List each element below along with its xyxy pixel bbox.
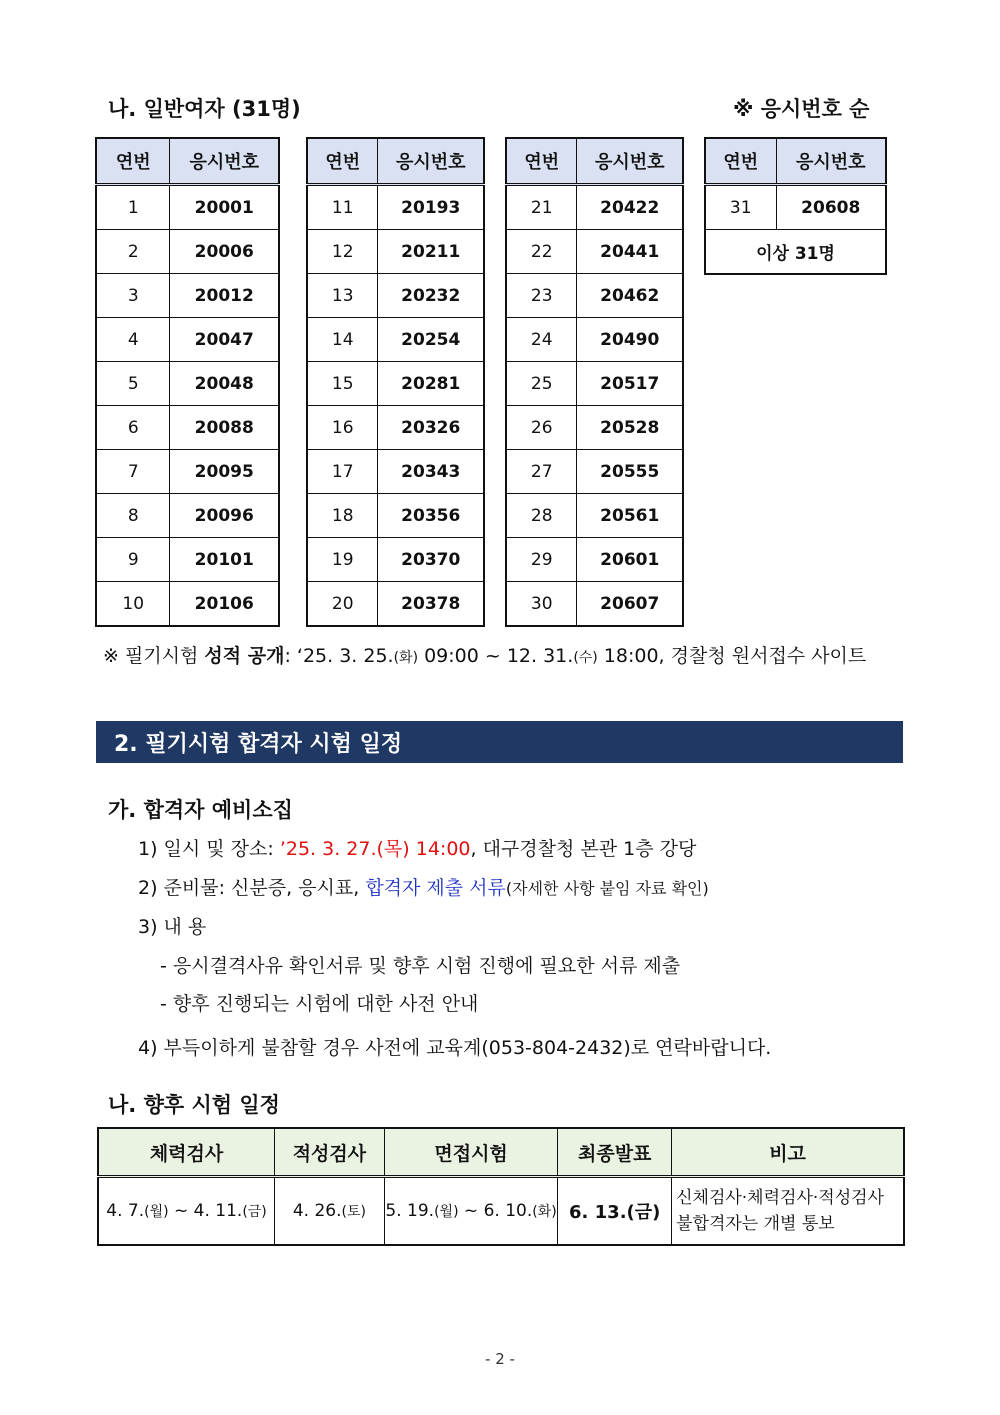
index-cell: 18: [307, 494, 378, 538]
candidate-table-1: [95, 137, 280, 627]
header-aptitude: 적성검사: [275, 1128, 385, 1177]
table-row: [96, 318, 279, 362]
candidate-number-cell: 20555: [577, 450, 683, 494]
candidate-number-cell: 20096: [170, 494, 279, 538]
table-row: [506, 538, 683, 582]
candidate-number-cell: 20254: [378, 318, 484, 362]
candidate-number-cell: 20608: [776, 185, 886, 230]
assembly-item-contents: 3) 내 용: [138, 916, 207, 938]
header-interview: 면접시험: [384, 1128, 558, 1177]
table-row: [307, 274, 484, 318]
interview-dates: 5. 19.(월) ~ 6. 10.(화): [384, 1177, 558, 1246]
table-row: [506, 406, 683, 450]
candidate-number-cell: 20517: [577, 362, 683, 406]
table-row: [96, 185, 279, 230]
candidate-number-cell: 20001: [170, 185, 279, 230]
order-note: ※ 응시번호 순: [733, 97, 870, 121]
index-cell: 29: [506, 538, 577, 582]
total-row: [705, 230, 886, 275]
candidate-number-cell: 20088: [170, 406, 279, 450]
index-cell: 30: [506, 582, 577, 627]
table-row: [506, 230, 683, 274]
assembly-item-supplies: 2) 준비물: 신분증, 응시표, 합격자 제출 서류(자세한 사항 붙임 자료 확인): [138, 877, 709, 899]
index-cell: 23: [506, 274, 577, 318]
table-row: [307, 582, 484, 627]
index-cell: 2: [96, 230, 170, 274]
index-cell: 19: [307, 538, 378, 582]
candidate-number-cell: 20106: [170, 582, 279, 627]
table-row: [96, 494, 279, 538]
index-cell: 15: [307, 362, 378, 406]
index-cell: 3: [96, 274, 170, 318]
candidate-number-cell: 20047: [170, 318, 279, 362]
index-cell: 5: [96, 362, 170, 406]
index-cell: 10: [96, 582, 170, 627]
index-cell: 20: [307, 582, 378, 627]
col-header-number: 응시번호: [776, 138, 886, 185]
table-row: [96, 362, 279, 406]
table-row: [98, 1177, 904, 1246]
index-cell: 27: [506, 450, 577, 494]
col-header-index: 연번: [307, 138, 378, 185]
candidate-number-cell: 20095: [170, 450, 279, 494]
page-number: - 2 -: [485, 1350, 515, 1368]
table-row: [96, 582, 279, 627]
index-cell: 11: [307, 185, 378, 230]
physical-dates: 4. 7.(월) ~ 4. 11.(금): [98, 1177, 275, 1246]
header-remark: 비고: [672, 1128, 904, 1177]
index-cell: 14: [307, 318, 378, 362]
table-row: [96, 406, 279, 450]
header-final: 최종발표: [558, 1128, 672, 1177]
col-header-number: 응시번호: [170, 138, 279, 185]
section-banner: [96, 721, 903, 763]
table-row: [307, 538, 484, 582]
candidate-number-cell: 20490: [577, 318, 683, 362]
index-cell: 8: [96, 494, 170, 538]
candidate-table-3: [505, 137, 684, 627]
table-row: [307, 494, 484, 538]
candidate-number-cell: 20232: [378, 274, 484, 318]
index-cell: 6: [96, 406, 170, 450]
table-row: [307, 450, 484, 494]
score-release-note: ※ 필기시험 성적 공개: ‘25. 3. 25.(화) 09:00 ~ 12. 31.(수) 18:00, 경찰청 원서접수 사이트: [103, 645, 867, 667]
candidate-number-cell: 20607: [577, 582, 683, 627]
final-date: 6. 13.(금): [558, 1177, 672, 1246]
candidate-number-cell: 20356: [378, 494, 484, 538]
index-cell: 9: [96, 538, 170, 582]
index-cell: 28: [506, 494, 577, 538]
table-row: [307, 230, 484, 274]
candidate-table-4: [704, 137, 887, 275]
candidate-number-cell: 20462: [577, 274, 683, 318]
candidate-number-cell: 20211: [378, 230, 484, 274]
table-row: [307, 362, 484, 406]
index-cell: 13: [307, 274, 378, 318]
index-cell: 22: [506, 230, 577, 274]
table-row: [506, 274, 683, 318]
table-row: [96, 230, 279, 274]
index-cell: 16: [307, 406, 378, 450]
table-row: [506, 494, 683, 538]
header-physical: 체력검사: [98, 1128, 275, 1177]
candidate-number-cell: 20193: [378, 185, 484, 230]
candidate-number-cell: 20378: [378, 582, 484, 627]
candidate-number-cell: 20006: [170, 230, 279, 274]
col-header-index: 연번: [96, 138, 170, 185]
section-heading-schedule: 나. 향후 시험 일정: [108, 1093, 280, 1117]
table-row: [705, 185, 886, 230]
assembly-subitem-1: - 응시결격사유 확인서류 및 향후 시험 진행에 필요한 서류 제출: [160, 955, 681, 977]
index-cell: 31: [705, 185, 776, 230]
col-header-index: 연번: [705, 138, 776, 185]
col-header-number: 응시번호: [577, 138, 683, 185]
remark: 신체검사·체력검사·적성검사 불합격자는 개별 통보: [672, 1177, 904, 1246]
candidate-number-cell: 20370: [378, 538, 484, 582]
table-row: [506, 362, 683, 406]
table-row: [96, 274, 279, 318]
index-cell: 24: [506, 318, 577, 362]
table-row: [506, 318, 683, 362]
candidate-number-cell: 20422: [577, 185, 683, 230]
table-row: [307, 406, 484, 450]
assembly-item-contact: 4) 부득이하게 불참할 경우 사전에 교육계(053-804-2432)로 연락바랍니다.: [138, 1037, 772, 1059]
index-cell: 17: [307, 450, 378, 494]
candidate-number-cell: 20048: [170, 362, 279, 406]
candidate-table-2: [306, 137, 485, 627]
candidate-number-cell: 20326: [378, 406, 484, 450]
section-heading-assembly: 가. 합격자 예비소집: [108, 798, 293, 822]
index-cell: 25: [506, 362, 577, 406]
index-cell: 12: [307, 230, 378, 274]
table-row: [506, 450, 683, 494]
section-heading-general-women: 나. 일반여자 (31명): [108, 97, 301, 121]
assembly-item-datetime: 1) 일시 및 장소: ’25. 3. 27.(목) 14:00, 대구경찰청 본관 1층 강당: [138, 838, 697, 860]
table-row: [307, 318, 484, 362]
candidate-number-cell: 20601: [577, 538, 683, 582]
table-row: [96, 450, 279, 494]
candidate-number-cell: 20012: [170, 274, 279, 318]
schedule-table: [97, 1127, 905, 1246]
col-header-number: 응시번호: [378, 138, 484, 185]
index-cell: 21: [506, 185, 577, 230]
candidate-number-cell: 20528: [577, 406, 683, 450]
total-label: 이상 31명: [705, 230, 886, 275]
aptitude-date: 4. 26.(토): [275, 1177, 385, 1246]
index-cell: 7: [96, 450, 170, 494]
index-cell: 26: [506, 406, 577, 450]
candidate-number-cell: 20561: [577, 494, 683, 538]
candidate-number-cell: 20101: [170, 538, 279, 582]
index-cell: 1: [96, 185, 170, 230]
banner-title: 2. 필기시험 합격자 시험 일정: [114, 731, 403, 757]
candidate-number-cell: 20441: [577, 230, 683, 274]
col-header-index: 연번: [506, 138, 577, 185]
candidate-number-cell: 20343: [378, 450, 484, 494]
table-row: [96, 538, 279, 582]
assembly-subitem-2: - 향후 진행되는 시험에 대한 사전 안내: [160, 993, 479, 1015]
table-row: [506, 582, 683, 627]
table-row: [307, 185, 484, 230]
table-row: [506, 185, 683, 230]
index-cell: 4: [96, 318, 170, 362]
candidate-number-cell: 20281: [378, 362, 484, 406]
